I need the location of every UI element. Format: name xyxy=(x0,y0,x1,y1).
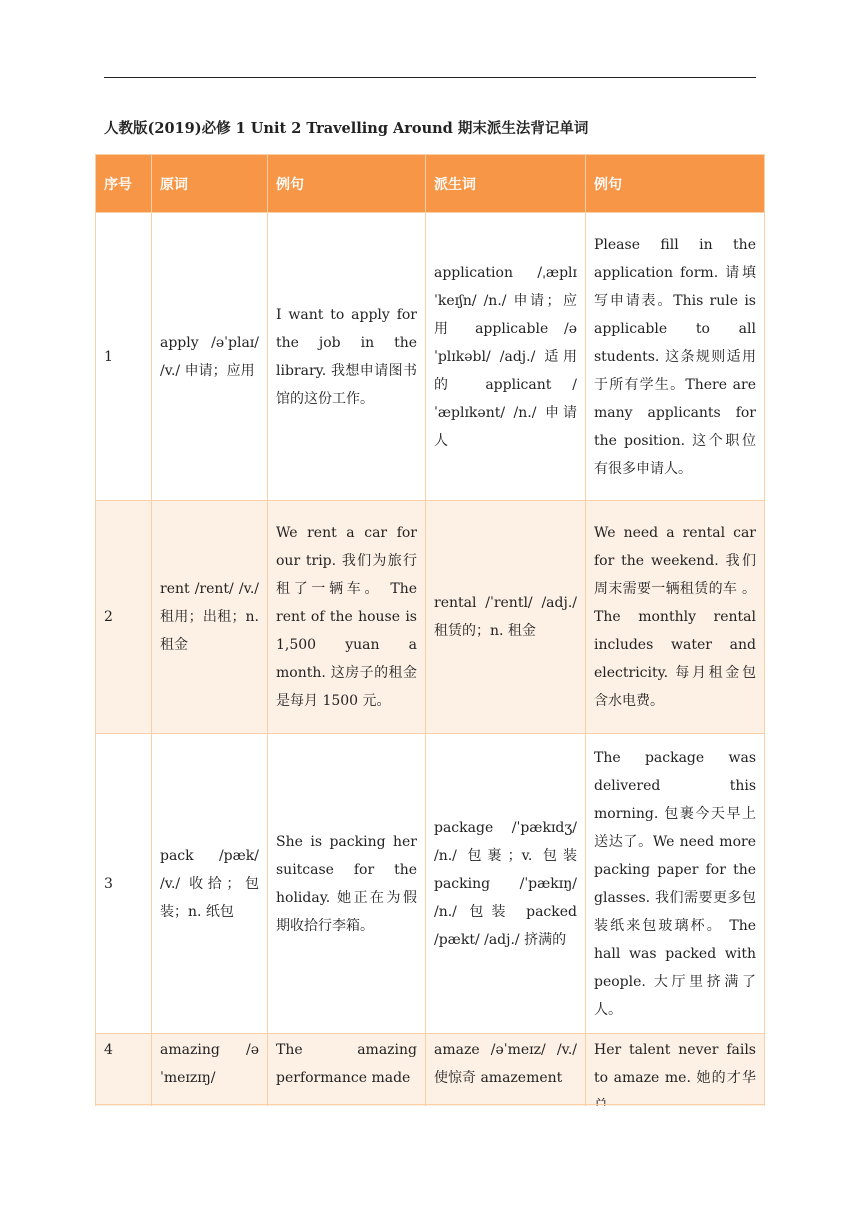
derivative-words: package /ˈpækɪdʒ/ /n./ 包裹；v. 包装 packing /ˈpækɪŋ/ /n./ 包装 packed /pækt/ /adj./ 挤满的 xyxy=(426,734,586,1034)
original-word: amazing /əˈmeɪzɪŋ/ xyxy=(152,1034,268,1154)
vocabulary-table xyxy=(95,154,765,1154)
table-cut-line xyxy=(95,1104,764,1105)
derivative-examples: Please fill in the application form. 请填写申请表。This rule is applicable to all students. 这条规则适用于所有学生。There are many applicants for the position. 这个职位有很多申请人。 xyxy=(586,213,765,501)
row-number: 2 xyxy=(96,501,152,734)
header-derivative-example: 例句 xyxy=(586,155,765,213)
derivative-examples: The package was delivered this morning. 包裹今天早上送达了。We need more packing paper for the glasses. 我们需要更多包装纸来包玻璃杯。 The hall was packed with people. 大厅里挤满了人。 xyxy=(586,734,765,1034)
row-number: 4 xyxy=(96,1034,152,1154)
derivative-examples: Her talent never fails to amaze me. 她的才华 xyxy=(586,1034,765,1154)
example-sentence: The amazing performance made xyxy=(268,1034,426,1154)
row-number: 3 xyxy=(96,734,152,1034)
original-word: pack /pæk/ /v./ 收拾；包装；n. 纸包 xyxy=(152,734,268,1034)
example-sentence: We rent a car for our trip. 我们为旅行租了一辆车。 The rent of the house is 1,500 yuan a month. 这房子的租金是每月 1500 元。 xyxy=(268,501,426,734)
derivative-words: application /ˌæplɪˈkeɪʃn/ /n./ 申请；应用 applicable /əˈplɪkəbl/ /adj./ 适用的 applicant /ˈæplɪkənt/ /n./ 申请人 xyxy=(426,213,586,501)
original-word: rent /rent/ /v./ 租用；出租；n. 租金 xyxy=(152,501,268,734)
header-original-word: 原词 xyxy=(152,155,268,213)
table-row xyxy=(96,501,765,734)
example-sentence: She is packing her suitcase for the holiday. 她正在为假期收拾行李箱。 xyxy=(268,734,426,1034)
derivative-words: rental /ˈrentl/ /adj./ 租赁的；n. 租金 xyxy=(426,501,586,734)
table-header-row xyxy=(96,155,765,213)
header-derivative: 派生词 xyxy=(426,155,586,213)
document-title: 人教版(2019)必修 1 Unit 2 Travelling Around 期末派生法背记单词 xyxy=(104,120,589,137)
example-sentence: I want to apply for the job in the library. 我想申请图书馆的这份工作。 xyxy=(268,213,426,501)
table-row xyxy=(96,213,765,501)
header-number: 序号 xyxy=(96,155,152,213)
original-word: apply /əˈplaɪ/ /v./ 申请；应用 xyxy=(152,213,268,501)
header-rule xyxy=(104,77,756,78)
table-row xyxy=(96,734,765,1034)
header-example: 例句 xyxy=(268,155,426,213)
derivative-words: amaze /əˈmeɪz/ /v./ 使惊奇 amazement xyxy=(426,1034,586,1154)
row-number: 1 xyxy=(96,213,152,501)
derivative-examples: We need a rental car for the weekend. 我们周末需要一辆租赁的车 。 The monthly rental includes water and electricity. 每月租金包含水电费。 xyxy=(586,501,765,734)
page-bottom-margin xyxy=(95,1106,765,1216)
